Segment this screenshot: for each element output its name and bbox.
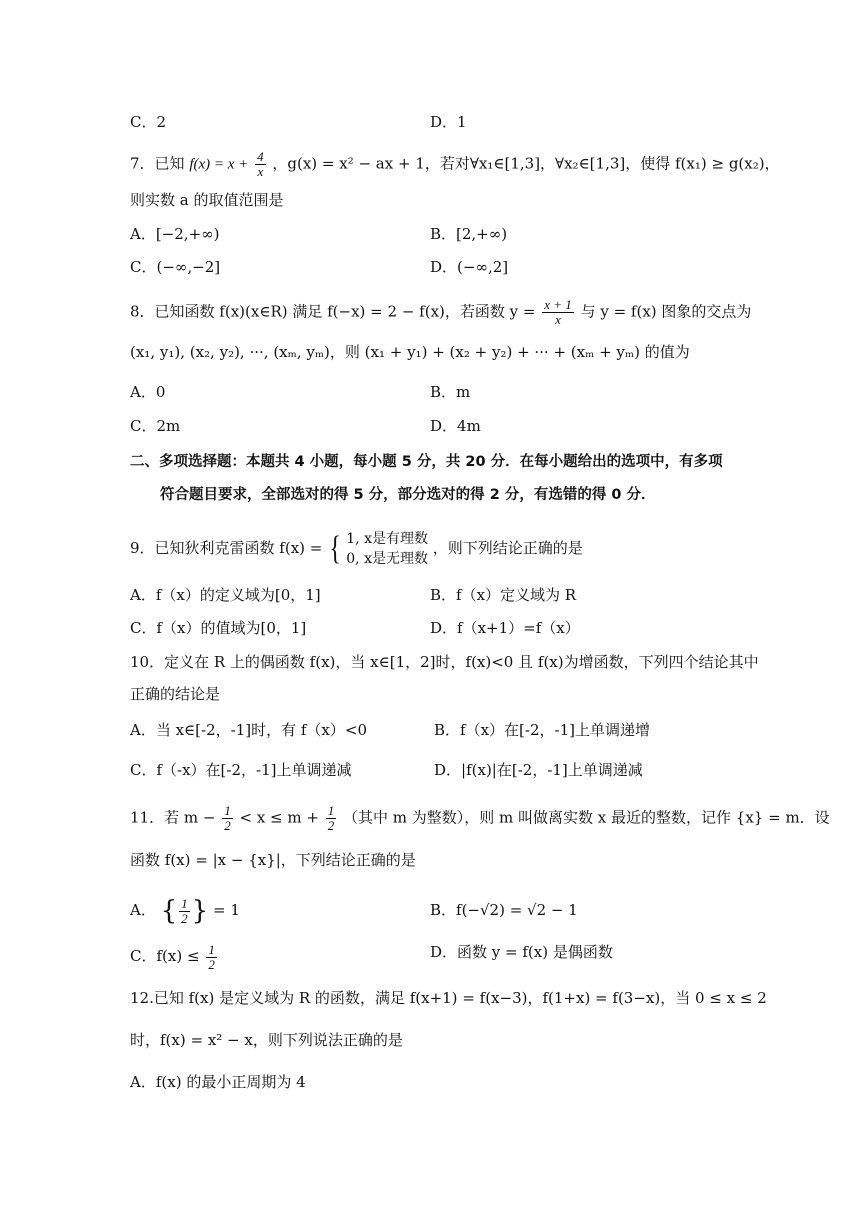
- q9-case-1: 1, x是有理数: [346, 531, 428, 547]
- q12-stem-line1: 12.已知 f(x) 是定义域为 R 的函数，满足 f(x+1) = f(x−3)，f(1+x) = f(3−x)，当 0 ≤ x ≤ 2: [130, 989, 767, 1007]
- q9-case-2: 0, x是无理数: [346, 551, 428, 567]
- q11-option-d: D．函数 y = f(x) 是偶函数: [430, 943, 613, 961]
- q11-option-c-frac: [206, 943, 217, 972]
- q9-stem: [130, 526, 583, 570]
- q10-option-c: C．f（-x）在[-2，-1]上单调递减: [130, 761, 352, 779]
- q11-frac-left-num: 1: [224, 803, 231, 818]
- q10-option-a: A．当 x∈[-2，-1]时，有 f（x）<0: [130, 721, 367, 739]
- q12-stem-line2: 时，f(x) = x² − x，则下列说法正确的是: [130, 1031, 403, 1049]
- q11-frac-right-num: 1: [327, 803, 335, 818]
- q7-option-b: B．[2,+∞): [430, 225, 508, 243]
- q8-stem-b: 与 y = f(x) 图象的交点为: [580, 302, 752, 321]
- q10-option-b: B．f（x）在[-2，-1]上单调递增: [434, 721, 650, 739]
- q11-option-c-label: C．f(x) ≤: [130, 947, 200, 965]
- q7-fraction: [255, 150, 266, 179]
- left-brace-icon: {: [160, 896, 178, 926]
- q11-stem-c: （其中 m 为整数），则 m 叫做离实数 x 最近的整数，记作 {x} = m．设: [343, 808, 830, 827]
- q11-option-a-frac-den: 2: [181, 910, 188, 926]
- q11-option-a-frac-num: 1: [181, 895, 188, 911]
- q7-option-a: A．[−2,+∞): [130, 225, 220, 243]
- q11-frac-left-den: 2: [224, 818, 231, 833]
- q11-option-c: [130, 936, 219, 976]
- q11-option-c-frac-num: 1: [208, 941, 215, 957]
- section2-heading-line1: 二、多项选择题：本题共 4 小题，每小题 5 分，共 20 分．在每小题给出的选项中，有多项: [130, 454, 723, 470]
- q8-stem-line2: (x₁, y₁), (x₂, y₂), ···, (xₘ, yₘ)，则 (x₁ + y₁) + (x₂ + y₂) + ··· + (xₘ + yₘ) 的值为: [130, 343, 690, 361]
- q11-option-c-frac-den: 2: [208, 956, 215, 972]
- q11-option-b: B．f(−√2) = √2 − 1: [430, 901, 578, 919]
- q11-stem-b: < x ≤ m +: [239, 808, 319, 827]
- q9-option-d: D．f（x+1）=f（x）: [430, 619, 580, 637]
- q7-option-d: D．(−∞,2]: [430, 258, 509, 276]
- q8-option-b: B．m: [430, 383, 471, 401]
- q12-option-a: A．f(x) 的最小正周期为 4: [130, 1073, 306, 1091]
- q6-option-d: D．1: [430, 113, 467, 131]
- q7-option-c: C．(−∞,−2]: [130, 258, 221, 276]
- q11-stem: [130, 804, 830, 833]
- q11-frac-right: [326, 804, 337, 833]
- q10-stem-line1: 10．定义在 R 上的偶函数 f(x)，当 x∈[1，2]时，f(x)<0 且 f(x)为增函数，下列四个结论其中: [130, 653, 759, 671]
- section2-heading-line2: 符合题目要求，全部选对的得 5 分，部分选对的得 2 分，有选错的得 0 分．: [160, 487, 656, 503]
- q9-option-a: A．f（x）的定义域为[0，1]: [130, 586, 321, 604]
- q10-option-d: D．|f(x)|在[-2，-1]上单调递减: [434, 761, 643, 779]
- q11-option-a: [130, 890, 240, 931]
- q8-stem-a: 8．已知函数 f(x)(x∈R) 满足 f(−x) = 2 − f(x)，若函数 y =: [130, 302, 536, 321]
- q8-frac-num: x + 1: [544, 297, 572, 312]
- q11-frac-left: [222, 804, 233, 833]
- q9-stem-b: ，则下列结论正确的是: [432, 539, 583, 557]
- right-brace-icon: }: [191, 896, 209, 926]
- q6-option-c: C．2: [130, 113, 167, 131]
- q11-stem-a: 11．若 m −: [130, 808, 216, 827]
- q7-stem: [130, 150, 780, 179]
- q11-option-a-value: = 1: [213, 901, 240, 919]
- q7-f-expr: f(x) = x +: [189, 156, 249, 173]
- q7-stem-b: ，g(x) = x² − ax + 1，若对∀x₁∈[1,3]，∀x₂∈[1,3]，使得 f(x₁) ≥ g(x₂)，: [272, 154, 780, 173]
- q9-stem-a: 9．已知狄利克雷函数 f(x) =: [130, 539, 323, 557]
- q7-frac-den: x: [257, 164, 264, 179]
- q9-option-c: C．f（x）的值域为[0，1]: [130, 619, 307, 637]
- q11-option-a-frac: [179, 897, 190, 926]
- q7-stem-line2: 则实数 a 的取值范围是: [130, 191, 284, 209]
- q11-stem-line2: 函数 f(x) = |x − {x}|，下列结论正确的是: [130, 851, 416, 869]
- q10-stem-line2: 正确的结论是: [130, 685, 221, 703]
- left-brace-icon: {: [329, 530, 342, 567]
- q7-stem-a: 7．已知: [130, 154, 185, 173]
- q9-option-b: B．f（x）定义域为 R: [430, 586, 577, 604]
- q8-stem: [130, 298, 751, 327]
- q8-option-a: A．0: [130, 383, 166, 401]
- q9-cases: [346, 529, 428, 569]
- q11-frac-right-den: 2: [327, 818, 335, 833]
- q8-fraction: [542, 298, 574, 327]
- q7-frac-num: 4: [257, 149, 264, 164]
- q11-option-a-label: A．: [130, 901, 156, 919]
- q8-option-d: D．4m: [430, 417, 481, 435]
- q8-frac-den: x: [555, 312, 561, 327]
- q8-option-c: C．2m: [130, 417, 181, 435]
